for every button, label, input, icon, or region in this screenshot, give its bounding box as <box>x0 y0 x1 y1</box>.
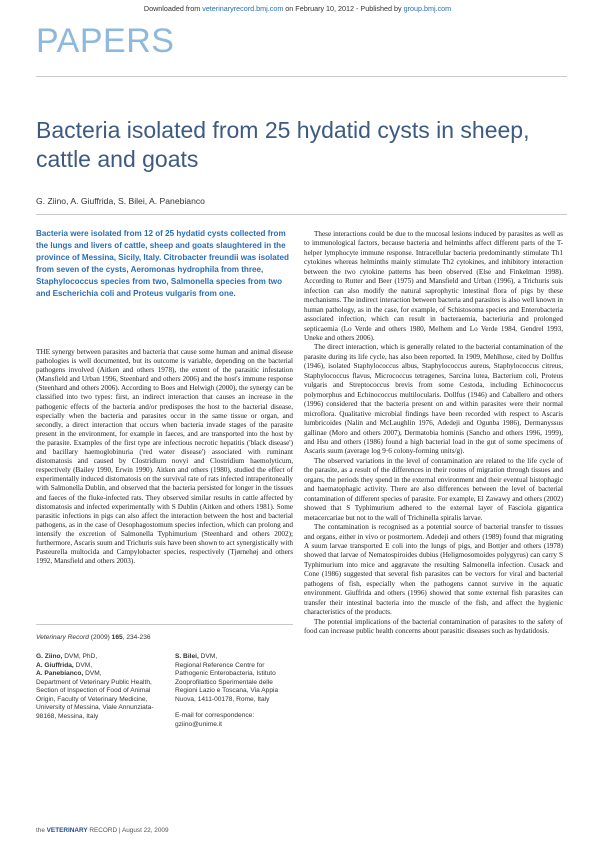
citation-journal: Veterinary Record <box>36 634 89 641</box>
paragraph: The potential implications of the bacterial contamination of parasites to the safety of food can increase public health concerns about parasitic diseases such as hydatidosis. <box>304 617 563 636</box>
header-divider <box>36 76 567 77</box>
section-label: PAPERS <box>36 22 175 60</box>
paragraph: The observed variations in the level of contamination are related to the life cycle of the parasite, as a result of the differences in their routes of migration through tissues and organs, the periods they spend in the external environment and their eventual histophagic and haematophagic activity. There are also differences between the level of bacterial contamination of different species of parasite. For example, El Zawawy and others (2002) showed that S Typhimurium adhered to the external layer of Fasciola gigantica metacercariae but not to the wall of Trichinella spiralis larvae. <box>304 456 563 522</box>
paragraph: The direct interaction, which is generally related to the bacterial contamination of the parasite during its life cycle, has also been reported. In 1909, Mehlhose, cited by Dollfus (1946), isolated Staphylococcus albus, Staphylococcus aureus, Staphylococcus citreus, Staphylococcus flavus, Micrococcus tetragenes, Sarcina lutea, Bacterium coli, Proteus vulgaris and Streptococcus brevis from some Cestoda, including Echinococcus polymorphus and Echinococcus multilocularis. Dollfus (1946) and Caballero and others (1996) considered that the bacteria present on and within parasites were their normal microflora. Qualitative microbial findings have been recorded with respect to Ascaris lumbricoides (Nalin and McLaughlin 1976, Adedeji and Ogunba 1986), Dermanyssus gallinae (Moro and others 2007), Dermatobia hominis (Sancho and others 1996, 1999), and Hsu and others (1986) found a high bacterial load in the gut of some specimens of Ascaris suum (average log 9·6 colony-forming units/g). <box>304 343 563 456</box>
page-footer <box>36 827 169 834</box>
journal-brand: VETERINARY <box>46 827 88 834</box>
info-divider <box>36 624 293 625</box>
citation-volume: 165 <box>111 634 123 641</box>
article-title: Bacteria isolated from 25 hydatid cysts in sheep, cattle and goats <box>36 117 530 172</box>
correspondence-email: E-mail for correspondence: gziino@unime.it <box>175 712 255 728</box>
affiliation-right <box>175 653 293 729</box>
download-notice <box>0 4 595 13</box>
download-middle: on February 10, 2012 - Published by <box>283 4 404 13</box>
author-list: G. Ziino, A. Giuffrida, S. Bilei, A. Panebianco <box>36 196 205 206</box>
article-info <box>36 634 293 729</box>
body-text-right <box>304 230 563 636</box>
footer-prefix: the <box>36 827 47 834</box>
affiliation-line: A. Giuffrida, DVM, <box>36 661 93 669</box>
body-text-left: THE synergy between parasites and bacteria that cause some human and animal disease pathologies is well documented, but its outcome is variable, depending on the bacterial pathogens involved (Aitken and others 1978), the extent of the parasitic infestation (Mansfield and Urban 1996, Steenhard and others 2006) and the host's immune response (Steenhard and others 2006). According to Boes and Helwigh (2000), the synergy can be classified into two types: first, an indirect interaction that causes an increase in the pathogenic effects of the bacteria and/or predisposes the host to the bacterial disease, especially when the bacteria and parasites occur in the same tissue or organ, and secondly, a direct interaction that occurs when bacteria invade stages of the parasite present in the environment, for example in faeces, and are transported into the host by the parasite. Examples of the first type are infectious necrotic hepatitis ('black disease') and bacillary haemoglobinuria ('red water disease') associated with ruminant distomatosis and caused by Clostridium novyi and Clostridium haemolyticum, respectively (Bailey 1990, Erwin 1990). Aitken and others (1980), studied the effect of experimentally induced distomatosis on the survival rate of rats infected intraperitoneally with Salmonella Dublin, and observed that the bacteria persisted for longer in the tissues and faeces of the fluke-infected rats. They observed similar results in cattle affected by distomatosis and infected experimentally with S Dublin (Aitken and others 1981). Some parasitic infections in pigs can also affect the interaction between the host and bacterial pathogens, as in the case of Oesophagostomum species infection, which can prolong and intensify the excretion of Salmonella Typhimurium (Steenhard and others 2002); furthermore, Ascaris suum and Trichuris suis have been shown to act synergistically with Pasteurella multocida and Campylobacter species, respectively (Tjørnehøj and others 1992, Mansfield and others 2003). <box>36 348 293 566</box>
download-prefix: Downloaded from <box>143 4 203 13</box>
affiliation-address: Department of Veterinary Public Health, Section of Inspection of Food of Animal Origin, Faculty of Veterinary Medicine, University of Messina, Viale Annunziata-98168, Messina, Italy <box>36 678 154 720</box>
affiliation-line: A. Panebianco, DVM, <box>36 670 102 677</box>
affiliation-left <box>36 653 154 729</box>
site-link[interactable]: veterinaryrecord.bmj.com <box>202 4 284 13</box>
citation-year: (2009) <box>90 634 110 641</box>
authors-divider <box>36 214 567 215</box>
paragraph: The contamination is recognised as a potential source of bacterial transfer to tissues and organs, either in vivo or postmortem. Adedeji and others (1989) found that migrating A suum larvae transported E coli into the lungs of pigs, and Bottjer and others (1978) showed that larvae of Nematospiroides dubius (Heligmosomoides polygyrus) can carry S Typhimurium into mice and aggravate the resulting Salmonella infection. Cusack and Cone (1986) suggested that several fish parasites can be vectors for viral and bacterial pathogens of fish, especially when the pathogens cannot survive in the aquatic environment. Giuffrida and others (1996) showed that some external fish parasites can transfer their intestinal bacteria into the muscle of the fish, and affect the hygienic characteristics of the products. <box>304 523 563 617</box>
abstract: Bacteria were isolated from 12 of 25 hydatid cysts collected from the lungs and livers of cattle, sheep and goats slaughtered in the province of Messina, Sicily, Italy. Citrobacter freundii was isolated from seven of the cysts, Aeromonas hydrophila from three, Staphylococcus species from two, Salmonella species from two and Escherichia coli and Proteus vulgaris from one. <box>36 229 289 299</box>
publisher-link[interactable]: group.bmj.com <box>403 4 452 13</box>
affiliation-line: G. Ziino, DVM, PhD, <box>36 653 98 660</box>
paragraph: These interactions could be due to the mucosal lesions induced by parasites as well as to immunological factors, because bacteria and helminths affect different parts of the T-helper lymphocyte immune response. Intracellular bacteria predominantly stimulate Th1 cytokines whereas helminths mainly stimulate Th2 cytokines, and inhibitory interaction between the two cytokine patterns has been observed (Else and Finkelman 1998). According to Rutter and Beer (1975) and Mansfield and Urban (1996), a Trichuris suis infection can also modify the natural saprophytic intestinal flora of pigs by these mechanisms. The indirect interaction between bacteria and parasites is also well known in human pathology, as in the case, for example, of Schistosoma species and Enterobacteria associated infection, which can result in bacteraemia, bacteriuria and prolonged septicaemia (Lo Verde and others 1980, Melhem and Lo Verde 1984, Gendrel 1993, Uneke and others 2006). <box>304 230 563 342</box>
footer-issue: RECORD | August 22, 2009 <box>87 827 169 834</box>
abstract-block <box>36 228 293 301</box>
citation-pages: , 234-236 <box>122 634 151 641</box>
affiliation-address: Regional Reference Centre for Pathogenic Enterobacteria, Istituto Zooprofilattico Sperimentale delle Regioni Lazio e Toscana, Via Appia Nuova, 1411-00178, Rome, Italy <box>175 661 279 703</box>
affiliation-line: S. Bilei, DVM, <box>175 653 218 660</box>
citation <box>36 634 293 641</box>
